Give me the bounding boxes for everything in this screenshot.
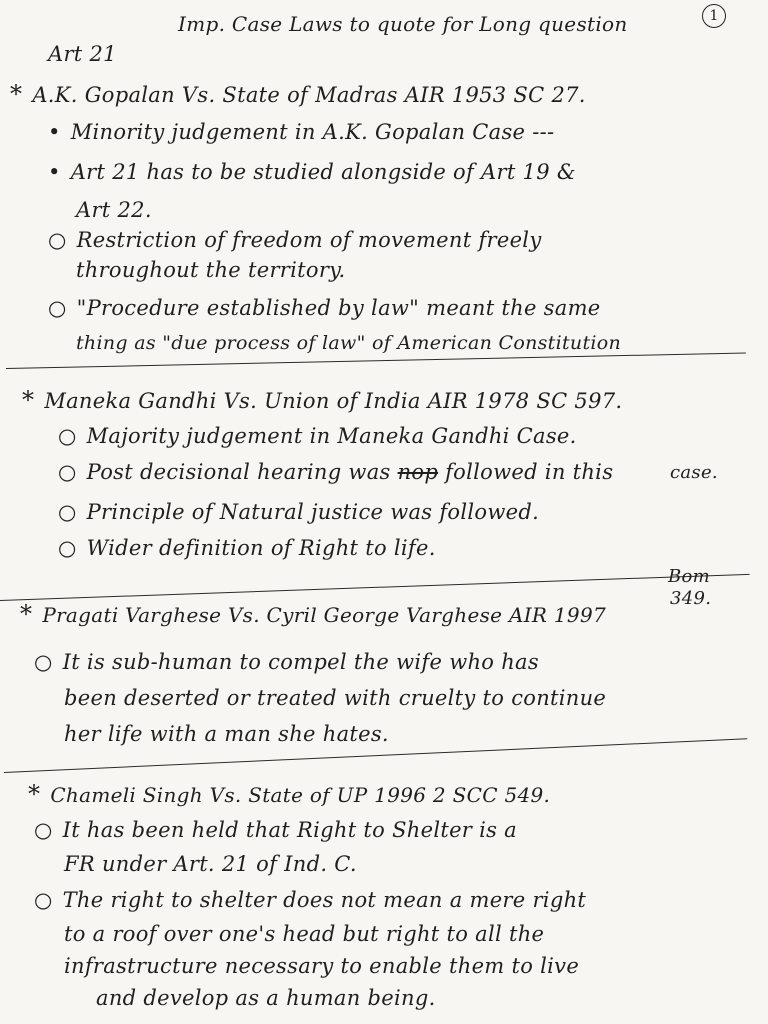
page-title: Imp. Case Laws to quote for Long question [178, 12, 628, 36]
asterisk-icon: * [20, 600, 33, 628]
list-item-continuation: and develop as a human being. [96, 986, 436, 1010]
list-item-continuation: infrastructure necessary to enable them to live [64, 954, 580, 978]
section-divider [6, 353, 746, 369]
list-item-continuation: her life with a man she hates. [64, 722, 389, 746]
list-item: ○ Majority judgement in Maneka Gandhi Case. [58, 424, 577, 448]
list-item: ○ "Procedure established by law" meant the same [48, 296, 601, 320]
asterisk-icon: * [28, 780, 41, 808]
list-item-continuation: throughout the territory. [76, 258, 346, 282]
case-heading-pragati: * Pragati Varghese Vs. Cyril George Varghese AIR 1997 [20, 600, 607, 628]
list-item: ○ Wider definition of Right to life. [58, 536, 436, 560]
list-item-continuation: thing as "due process of law" of American Constitution [76, 332, 622, 354]
list-item: ○ Post decisional hearing was nop followed in this [58, 460, 614, 484]
citation-page: 349. [670, 588, 712, 609]
page-number: 1 [702, 4, 726, 28]
list-item: ○ Principle of Natural justice was followed. [58, 500, 540, 524]
case-heading-gopalan: * A.K. Gopalan Vs. State of Madras AIR 1953 SC 27. [10, 80, 586, 108]
list-item-continuation: FR under Art. 21 of Ind. C. [64, 852, 357, 876]
citation-reporter: Bom [668, 566, 711, 587]
asterisk-icon: * [10, 80, 23, 108]
list-item: ○ It is sub-human to compel the wife who has [34, 650, 539, 674]
list-item: • Minority judgement in A.K. Gopalan Case --- [48, 120, 555, 144]
list-item-continuation: case. [670, 462, 718, 483]
article-heading: Art 21 [48, 42, 117, 66]
case-heading-chameli: * Chameli Singh Vs. State of UP 1996 2 SCC 549. [28, 780, 551, 808]
struck-word: nop [397, 460, 439, 484]
list-item: ○ The right to shelter does not mean a mere right [34, 888, 587, 912]
list-item-continuation: been deserted or treated with cruelty to continue [64, 686, 607, 710]
list-item-continuation: to a roof over one's head but right to all the [64, 922, 545, 946]
list-item-continuation: Art 22. [76, 198, 152, 222]
list-item: ○ Restriction of freedom of movement freely [48, 228, 542, 252]
list-item: • Art 21 has to be studied alongside of Art 19 & [48, 160, 576, 184]
asterisk-icon: * [22, 386, 35, 414]
list-item: ○ It has been held that Right to Shelter is a [34, 818, 518, 842]
section-divider [0, 574, 750, 601]
case-heading-maneka: * Maneka Gandhi Vs. Union of India AIR 1978 SC 597. [22, 386, 623, 414]
